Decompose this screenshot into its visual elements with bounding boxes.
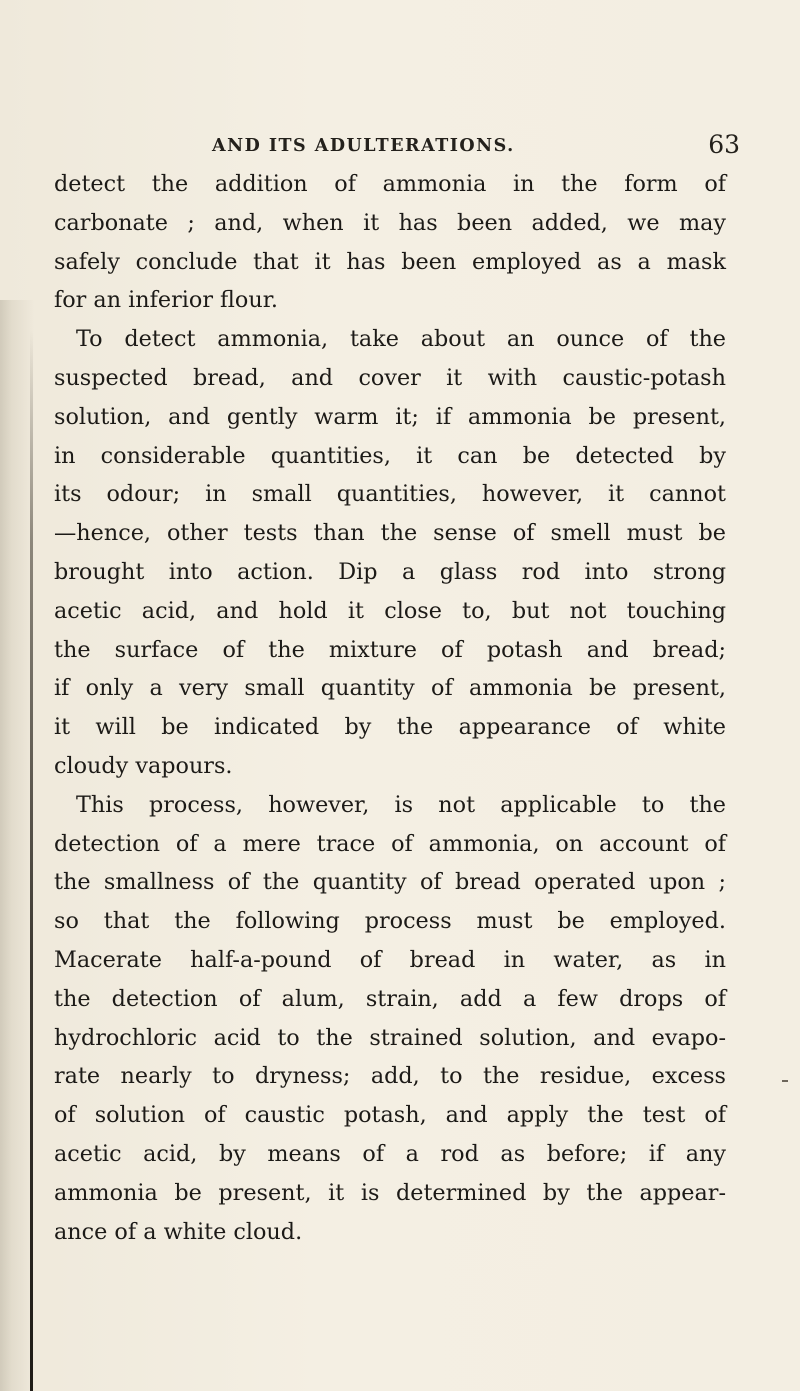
text-line: To detect ammonia, take about an ounce of the <box>76 326 726 353</box>
text-line: hydrochloric acid to the strained solution, and evapo- <box>54 1024 726 1051</box>
text-line: the detection of alum, strain, add a few drops of <box>54 985 726 1012</box>
text-line: in considerable quantities, it can be detected by <box>54 442 726 469</box>
text-line: Macerate half-a-pound of bread in water, as in <box>54 946 726 973</box>
text-line: acetic acid, and hold it close to, but not touching <box>54 597 726 624</box>
text-line: brought into action. Dip a glass rod into strong <box>54 558 726 585</box>
text-line: —hence, other tests than the sense of smell must be <box>54 520 726 547</box>
margin-mark <box>782 1080 788 1082</box>
text-line: carbonate ; and, when it has been added, we may <box>54 209 726 236</box>
text-line: so that the following process must be employed. <box>54 908 726 935</box>
text-line: detect the addition of ammonia in the form of <box>54 171 726 197</box>
text-line: for an inferior flour. <box>54 287 279 314</box>
text-line: ance of a white cloud. <box>54 1218 303 1245</box>
text-line: cloudy vapours. <box>54 752 233 779</box>
body-text <box>54 165 726 1251</box>
text-line: safely conclude that it has been employed as a mask <box>54 248 726 275</box>
page-header <box>100 132 740 162</box>
text-line: the smallness of the quantity of bread operated upon ; <box>54 869 726 896</box>
text-line: detection of a mere trace of ammonia, on account of <box>54 830 726 857</box>
text-line: solution, and gently warm it; if ammonia be present, <box>54 403 726 430</box>
text-line: This process, however, is not applicable to the <box>76 791 726 818</box>
text-line: its odour; in small quantities, however, it cannot <box>54 481 726 508</box>
running-head: AND ITS ADULTERATIONS. <box>212 136 515 156</box>
text-line: it will be indicated by the appearance of white <box>54 714 726 741</box>
text-line: the surface of the mixture of potash and bread; <box>54 636 726 663</box>
page-gutter-edge <box>30 330 33 1391</box>
text-line: suspected bread, and cover it with caustic-potash <box>54 364 726 391</box>
text-line: acetic acid, by means of a rod as before; if any <box>54 1140 726 1167</box>
text-line: of solution of caustic potash, and apply the test of <box>54 1102 726 1129</box>
page-gutter-shadow <box>0 300 34 1391</box>
text-line: if only a very small quantity of ammonia be present, <box>54 675 726 702</box>
text-line: ammonia be present, it is determined by the appear- <box>54 1179 726 1206</box>
text-line: rate nearly to dryness; add, to the residue, excess <box>54 1063 726 1090</box>
page-number: 63 <box>708 130 740 159</box>
